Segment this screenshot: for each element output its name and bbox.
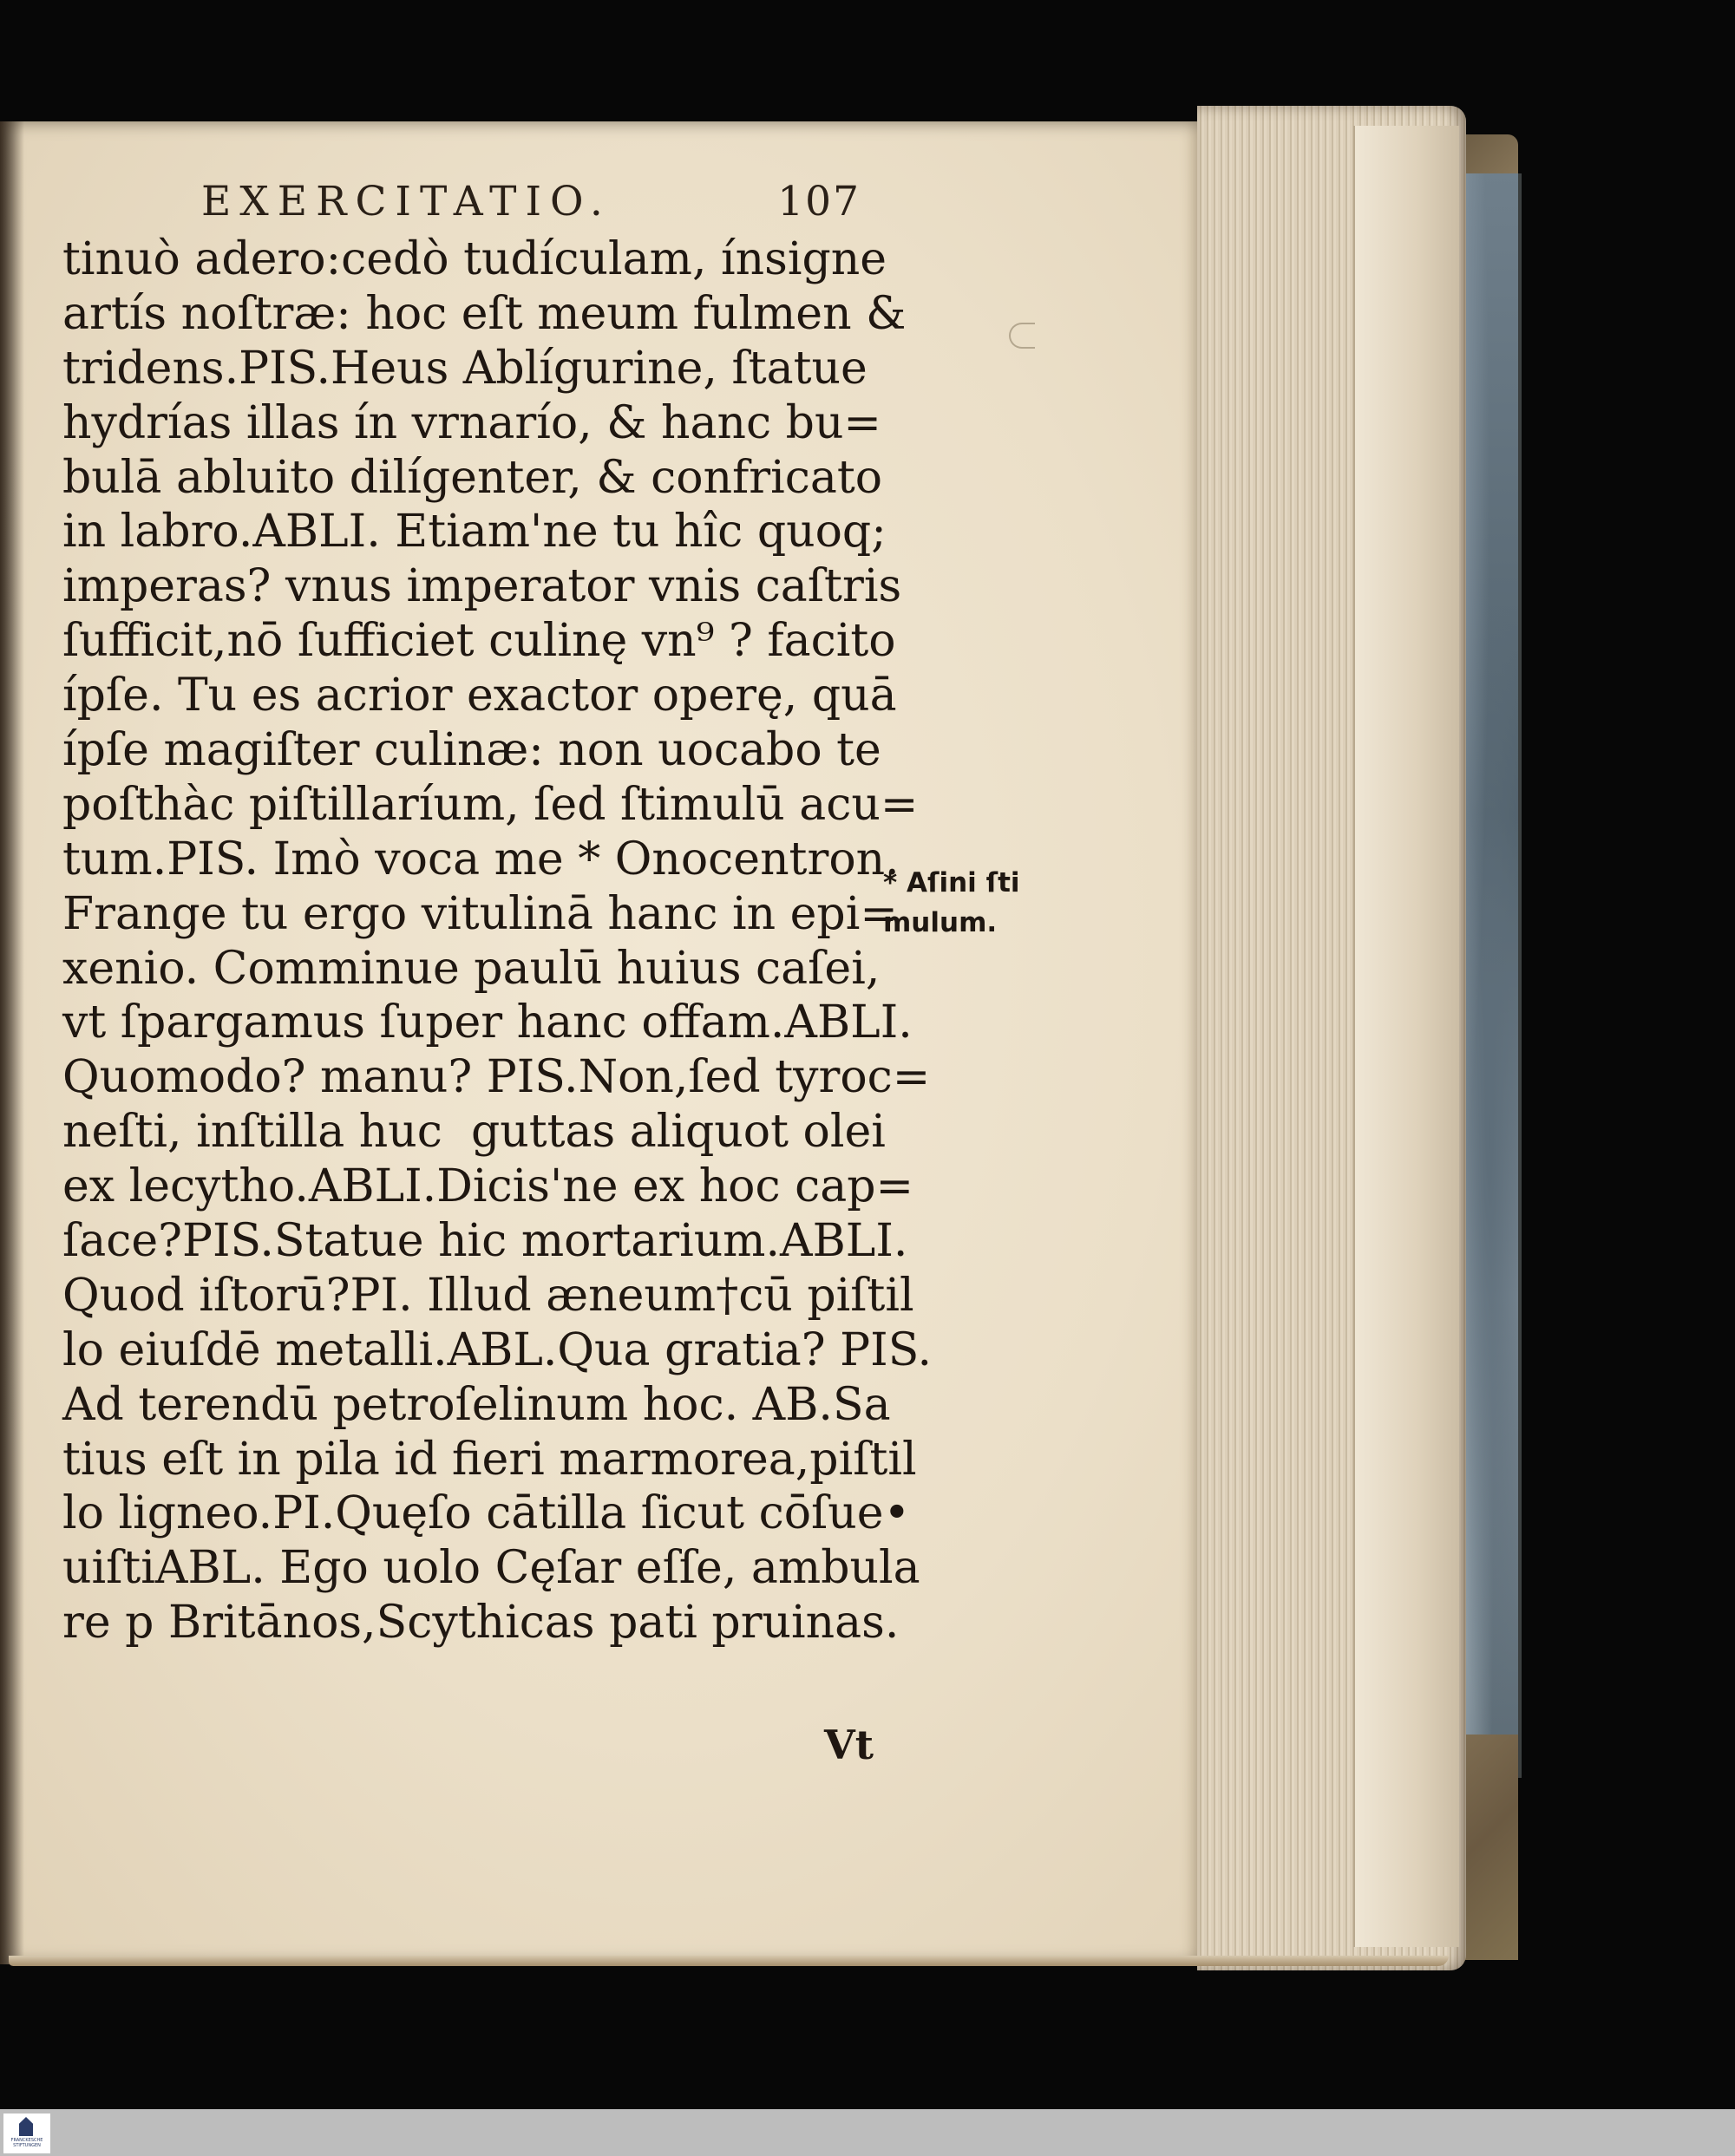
text-line: lo eiuſdē metalli.ABL.Qua gratia? PIS. (62, 1323, 932, 1376)
text-line: hydrías illas ín vrnarío, & hanc bu= (62, 396, 881, 449)
text-line: ſufficit,nō ſufficiet culinę vn⁹ ? facito (62, 615, 896, 668)
viewer-footer-bar (0, 2109, 1735, 2156)
text-line: tius eſt in pila id fieri marmorea,piſtil (62, 1433, 917, 1486)
text-line: ípſe magiſter culinæ: non uocabo te (62, 724, 881, 777)
tower-icon (19, 2117, 33, 2136)
page-bottom-edge (9, 1956, 1449, 1966)
text-line: xenio. Comminue paulū huius caſei, (62, 942, 881, 995)
text-line: imperas? vnus imperator vnis caſtris (62, 560, 902, 613)
text-line: ex lecytho.ABLI.Dicis'ne ex hoc cap= (62, 1160, 914, 1213)
running-head (201, 178, 861, 238)
text-line: Frange tu ergo vitulinā hanc in epi= (62, 887, 898, 940)
text-line: bulā abluito dilígenter, & confricato (62, 451, 883, 504)
text-line: ípſe. Tu es acrior exactor operę, quā (62, 670, 897, 722)
page-fold (1353, 126, 1459, 1947)
catchword: Vt (824, 1722, 874, 1768)
page-number: 107 (777, 178, 861, 225)
text-line: tridens.PIS.Heus Ablígurine, ſtatue (62, 342, 868, 395)
text-line: ſace?PIS.Statue hic mortarium.ABLI. (62, 1215, 908, 1268)
text-line: neſti, inſtilla huc guttas aliquot olei (62, 1106, 886, 1159)
running-head-title: EXERCITATIO. (201, 178, 612, 225)
text-line: tinuò adero:cedò tudículam, ínsigne (62, 233, 887, 285)
library-logo-caption: FRANCKESCHE STIFTUNGEN (10, 2138, 43, 2148)
marginal-note (883, 863, 1074, 943)
text-line: Quomodo? manu? PIS.Non,ſed tyroc= (62, 1051, 931, 1104)
pencil-mark (1009, 323, 1035, 349)
text-line: tum.PIS. Imò voca me * Onocentron. (62, 833, 900, 885)
text-line: in labro.ABLI. Etiam'ne tu hîc quoq; (62, 506, 887, 559)
marginal-note-line: mulum. (883, 907, 998, 938)
marginal-note-line: * Aſini ſti (883, 867, 1020, 898)
text-line: Ad terendū petroſelinum hoc. AB.Sa (62, 1378, 891, 1431)
text-line: vt ſpargamus ſuper hanc offam.ABLI. (62, 996, 913, 1049)
text-line: uiſtiABL. Ego uolo Cęſar eſſe, ambula (62, 1542, 920, 1595)
library-logo[interactable] (3, 2114, 50, 2153)
text-line: artís noſtræ: hoc eſt meum fulmen & (62, 287, 907, 340)
body-text (62, 232, 932, 1650)
gutter-shadow (0, 121, 24, 1964)
text-line: lo ligneo.PI.Quęſo cātilla ſicut cōſue• (62, 1487, 911, 1540)
text-line: Quod iſtorū?PI. Illud æneum†cū piſtil (62, 1269, 914, 1322)
text-line: re p Britānos,Scythicas pati pruinas. (62, 1597, 900, 1650)
text-line: poſthàc piſtillaríum, ſed ſtimulū acu= (62, 778, 919, 831)
